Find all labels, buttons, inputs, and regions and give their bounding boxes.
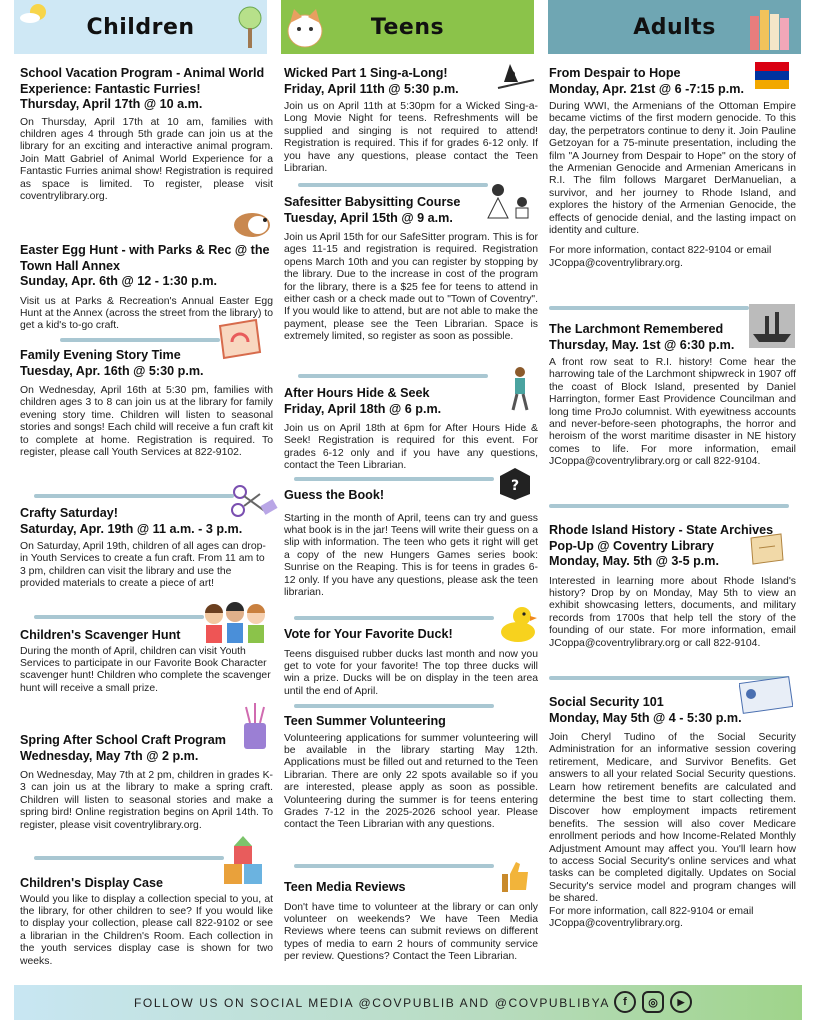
divider: [298, 374, 488, 378]
event-spring-craft: [20, 733, 273, 832]
event-social-security: [549, 695, 796, 931]
event-date: Thursday, May. 1st @ 6:30 p.m.: [549, 337, 735, 352]
divider: [34, 856, 224, 860]
event-contact: For more information, contact 822-9104 or email JCoppa@coventrylibrary.org.: [549, 245, 772, 269]
event-date: Saturday, Apr. 19th @ 11 a.m. - 3 p.m.: [20, 521, 243, 536]
event-title: Wicked Part 1 Sing-a-Long!: [284, 66, 448, 80]
event-larchmont: [549, 322, 796, 469]
event-safesitter: [284, 195, 538, 344]
divider: [294, 477, 494, 481]
event-title: School Vacation Program - Animal World Experience: Fantastic Furries!: [20, 66, 265, 96]
footer-social-text: FOLLOW US ON SOCIAL MEDIA @COVPUBLIB AND @COVPUBLIBYA: [134, 995, 610, 1010]
header-title-children: Children: [86, 14, 195, 40]
event-description: Teens disguised rubber ducks last month and now you get to vote for your favorite! The top three ducks will win a prize. Ducks will be on display in the teen area until the end of April.: [284, 648, 538, 697]
event-family-story-time: [20, 348, 273, 459]
event-description: Don't have time to volunteer at the library or can only volunteer on weekends? We have Teen Media Reviews where teens can submit reviews on different types of media to earn 2 hours of community service per review. Questions? Contact the Teen Librarian.: [284, 901, 538, 963]
event-description: Join Cheryl Tudino of the Social Security Administration for an informative session covering retirement, Medicare, and Survivor Benefits. Get answers to all your related Social Security questions. Learn how retirement benefits are calculated and determine the best time to start collecting them. Discover how employment impacts retirement benefits. The session will also cover Medicare enrollment periods and how Income-Related Monthly Adjustment Amount may affect you. You'll learn how to access Social Security's online services and what tasks can be completed digitally. Updates on Social Security's service model and program changes will be shared.: [549, 732, 796, 905]
event-title: After Hours Hide & Seek: [284, 386, 430, 400]
event-date: Monday, Apr. 21st @ 6 -7:15 p.m.: [549, 81, 744, 96]
event-guess-the-book: [284, 488, 538, 599]
books-icon: [748, 8, 796, 50]
divider: [60, 338, 220, 342]
cat-icon: [285, 5, 325, 49]
event-description: During WWI, the Armenians of the Ottoman Empire became victims of the first modern genocide. To this day, the perpetrators continue to deny it. Join Pauline Getzoyan for a 75-minute presentation, including the film "A Journey from Despair to Hope" on the story of the Armenian Genocide and Armenian Americans in R.I. The film follows Margaret DerManuelian, a survivor, and her journey to Rhode Island, and explores the history of the Armenian Genocide, the effects of genocide denial, and the lasting impact on identity and culture.: [549, 101, 796, 237]
event-description: Would you like to display a collection special to you, at the library, for other children to see? If you would like to display your collection, please call 822-9102 or see a librarian in the Children's Room. Each collection in the youth services display case is shown for two weeks.: [20, 893, 273, 967]
event-title: Teen Media Reviews: [284, 880, 406, 894]
event-scavenger-hunt: [20, 628, 273, 695]
event-description: Join us on April 11th at 5:30pm for a Wicked Sing-a-Long Movie Night for teens. Refreshments will be supplied and singing is not required to attend! Registration is required. This if for grades 6-12 only. If you have any questions, please contact the Teen Librarian.: [284, 101, 538, 175]
event-description: A front row seat to R.I. history! Come hear the harrowing tale of the Larchmont shipwreck in 1907 off the coast of Block Island, presented by Daniel Harrington, former East Providence Councilman and long time ProJo columnist. With eyewitness accounts and never-before-seen photographs, the horror and heroism of the worst maritime disaster in NE history comes to life. For more information, email JCoppa@coventrylibrary.org or call 822-9104.: [549, 357, 796, 468]
event-title: From Despair to Hope: [549, 66, 681, 80]
event-title: Guess the Book!: [284, 488, 385, 502]
event-crafty-saturday: [20, 506, 273, 591]
event-contact: For more information, call 822-9104 or email JCoppa@coventrylibrary.org.: [549, 905, 754, 930]
event-date: Wednesday, May 7th @ 2 p.m.: [20, 748, 199, 763]
divider: [294, 704, 494, 708]
event-description: Interested in learning more about Rhode Island's history? Drop by on Monday, May 5th to view an exhibit showcasing letters, documents, and military records from 1700s that help tell the story of the founding of our state. For more information, email JCoppa@coventrylibrary.org or call 822-9104.: [549, 575, 796, 649]
event-date: Monday, May 5th @ 4 - 5:30 p.m.: [549, 710, 742, 725]
event-description: On Wednesday, April 16th at 5:30 pm, families with children ages 3 to 8 can join us at the library for family evening story time. Children will listen to seasonal stories and songs! Each child will receive a fun craft kit to complete at home. Registration is required. To register, please call Youth Services at 822-9102.: [20, 385, 273, 459]
event-date: Thursday, April 17th @ 10 a.m.: [20, 97, 203, 111]
divider: [549, 306, 749, 310]
youtube-icon[interactable]: ▶: [670, 991, 692, 1013]
footer-banner: [14, 985, 802, 1020]
header-adults: [548, 0, 801, 54]
event-description: On Thursday, April 17th at 10 am, families with children ages 4 through 5th grade can join us at the library for an exciting and interactive animal program. Join Matt Gabriel of Animal World Experience for a Fantastic Furries animal show! Registration is required as space is limited. To register, please visit coventrylibrary.org.: [20, 116, 273, 202]
event-title: Children's Display Case: [20, 876, 163, 890]
divider: [34, 494, 234, 498]
event-date: Tuesday, Apr. 16th @ 5:30 p.m.: [20, 363, 204, 378]
event-title: Family Evening Story Time: [20, 348, 181, 362]
event-description: Starting in the month of April, teens can try and guess what book is in the jar! Teens will write their guess on a slip with information. The teen who gets it right will get a copy of the new Hungers Games series book: Sunrise on the Reaping. This is for teens in grades 6-12 only. If you have any questions, please ask the teen librarian.: [284, 512, 538, 598]
event-description: On Saturday, April 19th, children of all ages can drop-in Youth Services to create a fun craft. From 11 am to 3 pm, children can visit the library and use the provided materials to create a piece of art!: [20, 541, 266, 590]
event-title: Crafty Saturday!: [20, 506, 118, 520]
header-title-teens: Teens: [370, 14, 445, 40]
instagram-icon[interactable]: ◎: [642, 991, 664, 1013]
event-title: Safesitter Babysitting Course: [284, 195, 461, 209]
event-description: Join us on April 18th at 6pm for After Hours Hide & Seek! Registration is required for this event. For grades 6-12 only and if you have any questions, contact the Teen Librarian.: [284, 423, 538, 472]
event-media-reviews: [284, 880, 538, 964]
sun-icon: [18, 2, 58, 24]
event-date: Tuesday, April 15th @ 9 a.m.: [284, 210, 453, 225]
event-description: Join us April 15th for our SafeSitter program. This is for ages 11-15 and registration is required. Registration opens March 10th and you can register by stopping by the library. Due to the increase in cost of the program for the library, there is a $25 fee for teens to attend in either cash or a check made out to "Town of Coventry". If you would like to attend, but are not able to make the payment, please see the Teen Librarian. Space is extremely limited, so register as soon as possible.: [284, 232, 538, 343]
event-title: Teen Summer Volunteering: [284, 714, 446, 728]
event-description: Visit us at Parks & Recreation's Annual Easter Egg Hunt at the Annex (across the street from the library) to get a kid's to-go craft.: [20, 295, 273, 332]
divider: [294, 616, 494, 620]
event-title: The Larchmont Remembered: [549, 322, 724, 336]
event-vacation-program: [20, 66, 273, 203]
scroll-icon: [745, 530, 787, 570]
event-description: On Wednesday, May 7th at 2 pm, children in grades K-3 can join us at the library to make a spring craft. Children will listen to seasonal stories and make a spring bird! Online registration begins on April 14th. To register, please visit coventrylibrary.org.: [20, 770, 273, 831]
event-date: Sunday, Apr. 6th @ 12 - 1:30 p.m.: [20, 274, 218, 288]
facebook-icon[interactable]: f: [614, 991, 636, 1013]
divider: [549, 504, 789, 508]
tree-icon: [236, 4, 264, 50]
event-title: Easter Egg Hunt - with Parks & Rec @ the Town Hall Annex: [20, 243, 270, 273]
event-hide-and-seek: [284, 386, 538, 473]
event-title: Spring After School Craft Program: [20, 733, 226, 747]
event-vote-duck: [284, 627, 538, 698]
divider: [298, 183, 488, 187]
event-title: Rhode Island History - State Archives Pop-Up @ Coventry Library: [549, 523, 774, 553]
divider: [294, 864, 494, 868]
event-description: Volunteering applications for summer volunteering will be available in the library starting May 12th. Applications must be filled out and returned to the Teen Librarian. There are only 22 spots available so if you are interested, please apply as soon as possible. Volunteering during the summer is for teens entering Grades 7-12 in the 2025-2026 school year. Please contact the Teen Librarian with any questions.: [284, 732, 538, 831]
header-children: [14, 0, 267, 54]
event-despair-to-hope: [549, 66, 796, 270]
event-title: Vote for Your Favorite Duck!: [284, 627, 453, 641]
event-date: Friday, April 11th @ 5:30 p.m.: [284, 81, 459, 96]
event-date: Friday, April 18th @ 6 p.m.: [284, 401, 442, 416]
svg-text:?: ?: [510, 478, 520, 494]
event-description: During the month of April, children can visit Youth Services to participate in our Favorite Book Character scavenger hunt! Children who complete the scavenger hunt will receive a small prize.: [20, 645, 271, 694]
event-wicked-sing-a-long: [284, 66, 538, 175]
event-title: Children's Scavenger Hunt: [20, 628, 181, 642]
event-date: Monday, May. 5th @ 3-5 p.m.: [549, 554, 719, 568]
header-teens: [281, 0, 534, 54]
guinea-pig-icon: [232, 208, 272, 238]
header-title-adults: Adults: [633, 14, 716, 40]
event-summer-volunteering: [284, 714, 538, 832]
event-display-case: [20, 876, 273, 968]
divider: [34, 615, 204, 619]
event-title: Social Security 101: [549, 695, 664, 709]
